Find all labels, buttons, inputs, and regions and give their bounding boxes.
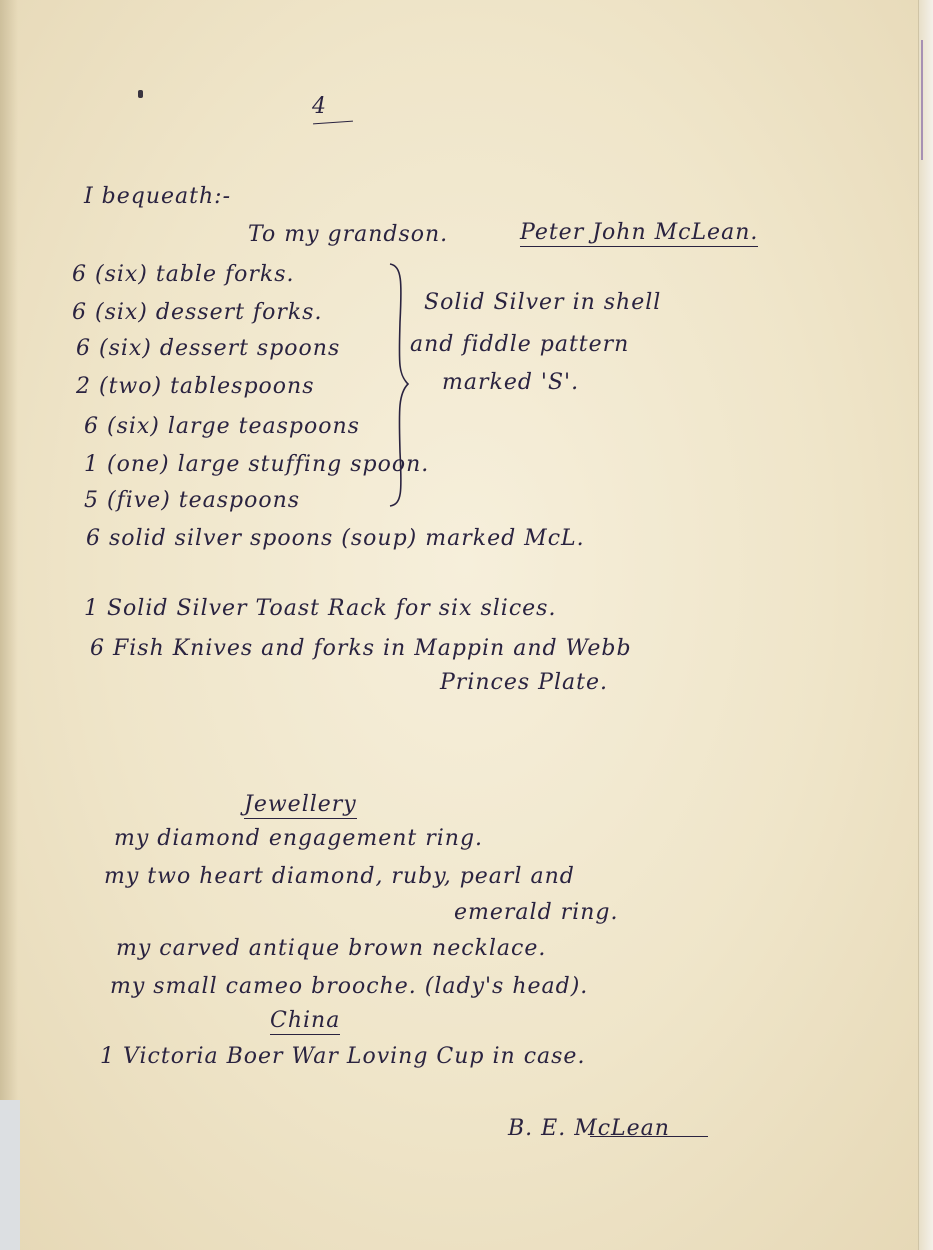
ink-spot <box>138 90 143 98</box>
silver-note-line: marked 'S'. <box>442 370 580 395</box>
jewellery-item: my carved antique brown necklace. <box>116 936 547 961</box>
signature-underline <box>590 1136 708 1137</box>
recipient-prefix: To my grandson. <box>248 222 449 247</box>
binding-mark <box>921 40 931 160</box>
heading: I bequeath:- <box>84 184 232 209</box>
jewellery-item: my diamond engagement ring. <box>114 826 484 851</box>
silver-item: 6 (six) dessert spoons <box>76 336 341 361</box>
jewellery-item: my two heart diamond, ruby, pearl and <box>104 864 575 889</box>
grouping-brace <box>388 262 416 508</box>
page-number: 4 <box>312 94 327 119</box>
other-item: 6 solid silver spoons (soup) marked McL. <box>86 526 585 551</box>
signature: B. E. McLean <box>508 1116 670 1141</box>
china-item: 1 Victoria Boer War Loving Cup in case. <box>100 1044 586 1069</box>
other-item: 6 Fish Knives and forks in Mappin and Webb <box>90 636 632 661</box>
jewellery-item: my small cameo brooche. (lady's head). <box>110 974 589 999</box>
recipient-name: Peter John McLean. <box>520 220 759 245</box>
other-item: Princes Plate. <box>440 670 608 695</box>
page-binding-edge <box>918 0 933 1250</box>
silver-item: 6 (six) large teaspoons <box>84 414 360 439</box>
jewellery-heading: Jewellery <box>244 792 357 817</box>
jewellery-item: emerald ring. <box>454 900 619 925</box>
silver-note-line: Solid Silver in shell <box>424 290 662 315</box>
page-left-edge <box>0 0 18 1250</box>
china-heading: China <box>270 1008 341 1033</box>
silver-note-line: and fiddle pattern <box>410 332 630 357</box>
silver-item: 1 (one) large stuffing spoon. <box>84 452 430 477</box>
other-item: 1 Solid Silver Toast Rack for six slices. <box>84 596 557 621</box>
silver-item: 2 (two) tablespoons <box>76 374 315 399</box>
silver-item: 6 (six) table forks. <box>72 262 295 287</box>
page-left-strip <box>0 1100 20 1250</box>
silver-item: 6 (six) dessert forks. <box>72 300 323 325</box>
page-number-underline <box>313 121 353 125</box>
silver-item: 5 (five) teaspoons <box>84 488 301 513</box>
